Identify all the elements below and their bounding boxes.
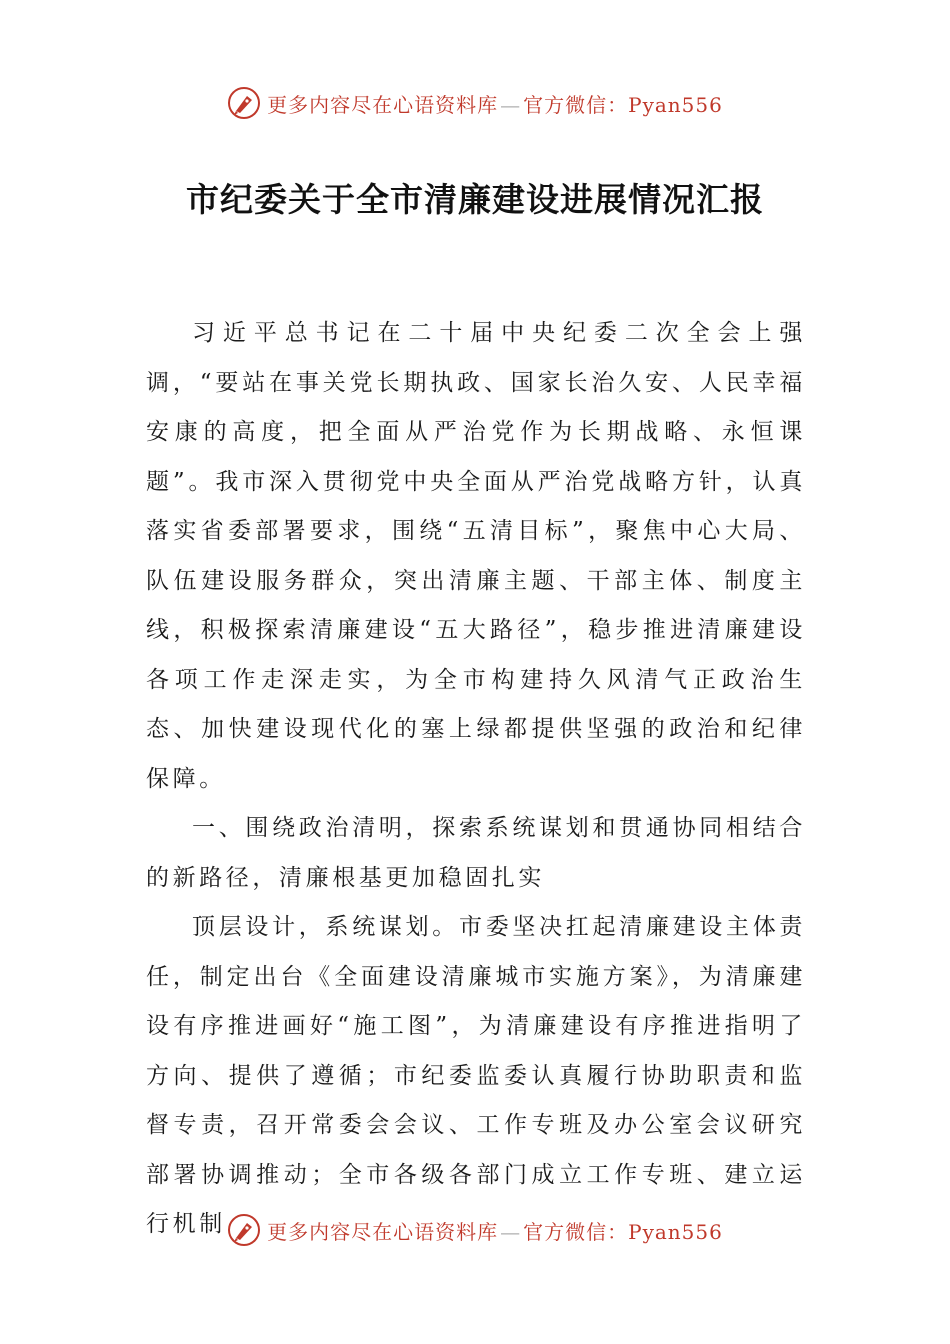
paragraph: 一、围绕政治清明，探索系统谋划和贯通协同相结合的新路径，清廉根基更加稳固扎实	[146, 815, 806, 891]
header-watermark-banner	[0, 83, 950, 123]
footer-watermark-banner	[0, 1210, 950, 1250]
banner-text: 更多内容尽在心语资料库 — 官方微信：Pyan556	[267, 1219, 723, 1244]
paragraph: 顶层设计，系统谋划。市委坚决扛起清廉建设主体责任，制定出台《全面建设清廉城市实施方案》，为清廉建设有序推进画好“施工图”，为清廉建设有序推进指明了方向、提供了遵循；市纪委监委认真履行协助职责和监督专责，召开常委会会议、工作专班及办公室会议研究部署协调推动；全市各级各部门成立工作专班、建立运行机制	[146, 914, 806, 1237]
document-body	[146, 309, 806, 1250]
document-title: 市纪委关于全市清廉建设进展情况汇报	[186, 180, 764, 219]
paragraph: 习近平总书记在二十届中央纪委二次全会上强调，“要站在事关党长期执政、国家长治久安、人民幸福安康的高度，把全面从严治党作为长期战略、永恒课题”。我市深入贯彻党中央全面从严治党战略方针，认真落实省委部署要求，围绕“五清目标”，聚焦中心大局、队伍建设服务群众，突出清廉主题、干部主体、制度主线，积极探索清廉建设“五大路径”，稳步推进清廉建设各项工作走深走实，为全市构建持久风清气正政治生态、加快建设现代化的塞上绿都提供坚强的政治和纪律保障。	[146, 320, 806, 792]
pen-nib-icon	[227, 86, 261, 120]
pen-nib-icon	[227, 1213, 261, 1247]
banner-text: 更多内容尽在心语资料库 — 官方微信：Pyan556	[267, 92, 723, 117]
